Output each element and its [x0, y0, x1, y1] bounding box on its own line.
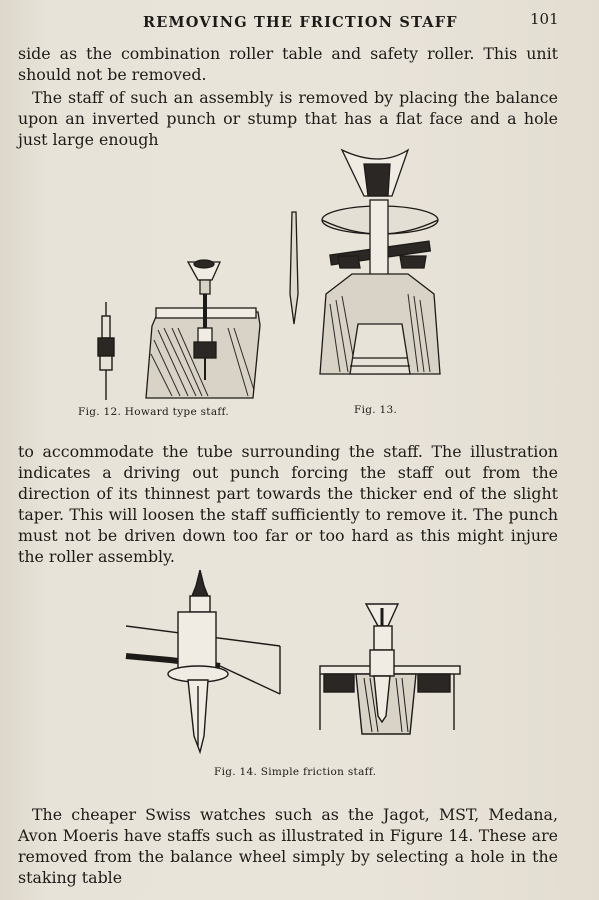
paragraph-3: to accommodate the tube surrounding the staff. The illustration indicates a driving out punch forcing the staff out from the direction of its thinnest part towards the thicker end of the slight taper. This will loosen the staff sufficiently to remove it. The punch must not be driven down too far or too hard as this might injure the roller assembly.: [18, 442, 558, 566]
figure-14-caption: Fig. 14. Simple friction staff.: [214, 766, 377, 778]
figure-12-illustration: [88, 250, 268, 410]
paragraph-4: The cheaper Swiss watches such as the Jagot, MST, Medana, Avon Moeris have staffs such as illustrated in Figure 14. These are removed from the balance wheel simply by selecting a hole in the staking table: [18, 805, 558, 887]
figure-13-illustration: [280, 144, 470, 394]
running-head: [0, 10, 599, 34]
paragraph-1: side as the combination roller table and safety roller. This unit should not be removed.: [18, 44, 558, 84]
paragraph-2: The staff of such an assembly is removed by placing the balance upon an inverted punch or stump that has a flat face and a hole just large enough: [18, 88, 558, 149]
running-title: REMOVING THE FRICTION STAFF: [143, 14, 458, 31]
figure-13-caption: Fig. 13.: [354, 404, 398, 416]
figure-14-illustration: [120, 566, 470, 762]
figure-12-caption: Fig. 12. Howard type staff.: [78, 406, 230, 418]
page-number: 101: [530, 10, 559, 28]
